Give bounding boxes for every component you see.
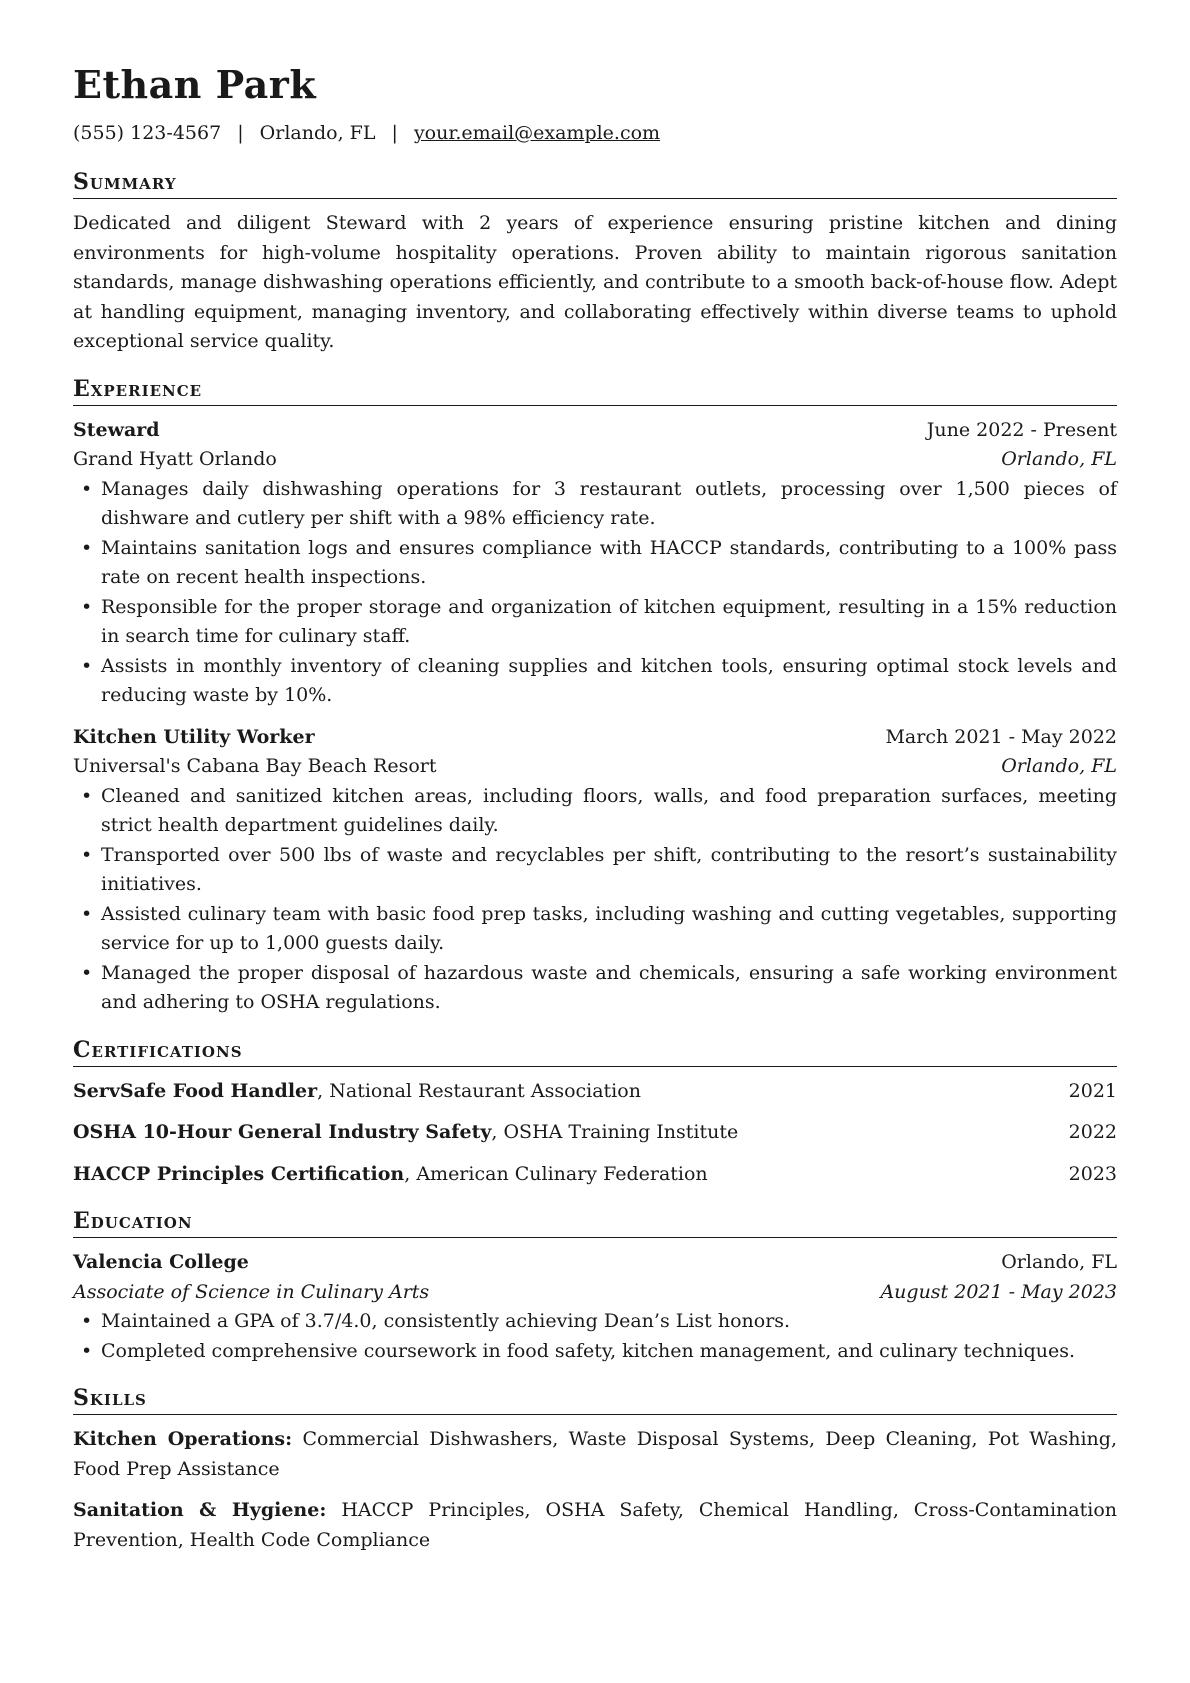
job-location: Orlando, FL xyxy=(1001,448,1117,470)
bullet-icon: • xyxy=(81,902,93,925)
job-header xyxy=(73,723,1117,753)
certification-issuer: , OSHA Training Institute xyxy=(491,1121,739,1143)
education-dates: August 2021 - May 2023 xyxy=(880,1280,1117,1303)
job-bullets xyxy=(73,475,1117,711)
phone-number: (555) 123-4567 xyxy=(73,122,222,144)
contact-separator: | xyxy=(237,122,244,144)
education-section xyxy=(73,1207,1117,1366)
certification-name: HACCP Principles Certification xyxy=(73,1162,405,1185)
list-item: • Completed comprehensive coursework in food safety, kitchen management, and culinary techniques. xyxy=(73,1337,1117,1367)
job-entry xyxy=(73,416,1117,711)
bullet-icon: • xyxy=(81,784,93,807)
job-dates: June 2022 - Present xyxy=(926,418,1117,441)
bullet-icon: • xyxy=(81,477,93,500)
summary-section xyxy=(73,168,1117,357)
list-item: • Managed the proper disposal of hazardous waste and chemicals, ensuring a safe working environment and adhering to OSHA regulations. xyxy=(73,959,1117,1018)
certification-item xyxy=(73,1160,1117,1190)
bullet-icon: • xyxy=(81,961,93,984)
certification-issuer: , American Culinary Federation xyxy=(404,1162,708,1185)
skills-section xyxy=(73,1384,1117,1555)
bullet-icon: • xyxy=(81,843,93,866)
job-subheader xyxy=(73,445,1117,475)
company-name: Universal's Cabana Bay Beach Resort xyxy=(73,755,437,777)
summary-text: Dedicated and diligent Steward with 2 years of experience ensuring pristine kitchen and dining environments for high-volume hospitality operations. Proven ability to maintain rigorous sanitation standards, manage dishwashing operations efficiently, and contribute to a smooth back-of-house flow. Adept at handling equipment, managing inventory, and collaborating effectively within diverse teams to uphold exceptional service quality. xyxy=(73,212,1117,352)
certification-year: 2023 xyxy=(1068,1162,1117,1185)
school-name: Valencia College xyxy=(73,1251,249,1273)
job-subheader xyxy=(73,752,1117,782)
degree-name: Associate of Science in Culinary Arts xyxy=(73,1280,430,1303)
bullet-icon: • xyxy=(81,1310,93,1332)
certification-year: 2021 xyxy=(1068,1079,1117,1102)
certification-item xyxy=(73,1118,1117,1148)
list-item: • Responsible for the proper storage and organization of kitchen equipment, resulting in a 15% reduction in search time for culinary staff. xyxy=(73,593,1117,652)
list-item: • Cleaned and sanitized kitchen areas, including floors, walls, and food preparation surfaces, meeting strict health department guidelines daily. xyxy=(73,782,1117,841)
job-location: Orlando, FL xyxy=(1001,755,1117,777)
education-header xyxy=(73,1248,1117,1278)
location: Orlando, FL xyxy=(259,122,376,144)
certification-name: ServSafe Food Handler xyxy=(73,1079,318,1102)
list-item: • Transported over 500 lbs of waste and recyclables per shift, contributing to the resort’s sustainability initiatives. xyxy=(73,841,1117,900)
job-title: Steward xyxy=(73,418,160,441)
list-item: • Assists in monthly inventory of cleaning supplies and kitchen tools, ensuring optimal stock levels and reducing waste by 10%. xyxy=(73,652,1117,711)
company-name: Grand Hyatt Orlando xyxy=(73,448,277,470)
school-location: Orlando, FL xyxy=(1001,1251,1117,1273)
job-entry xyxy=(73,723,1117,1018)
skill-label: Sanitation & Hygiene: xyxy=(73,1499,327,1521)
education-subheader xyxy=(73,1278,1117,1308)
section-heading: Education xyxy=(73,1207,1117,1238)
section-heading: Summary xyxy=(73,168,1117,199)
list-item: • Maintained a GPA of 3.7/4.0, consistently achieving Dean’s List honors. xyxy=(73,1307,1117,1337)
candidate-name: Ethan Park xyxy=(73,62,317,107)
section-heading: Skills xyxy=(73,1384,1117,1415)
section-heading: Experience xyxy=(73,375,1117,406)
bullet-icon: • xyxy=(81,595,93,618)
list-item: • Maintains sanitation logs and ensures compliance with HACCP standards, contributing to a 100% pass rate on recent health inspections. xyxy=(73,534,1117,593)
contact-separator: | xyxy=(391,122,398,144)
bullet-icon: • xyxy=(81,654,93,677)
education-bullets xyxy=(73,1307,1117,1366)
skill-label: Kitchen Operations: xyxy=(73,1428,293,1450)
job-bullets xyxy=(73,782,1117,1018)
skill-values: Commercial Dishwashers, Waste Disposal Systems, Deep Cleaning, Pot Washing, Food Prep Assistance xyxy=(73,1428,1117,1480)
certification-name: OSHA 10-Hour General Industry Safety xyxy=(73,1121,492,1143)
skill-group xyxy=(73,1425,1117,1484)
section-heading: Certifications xyxy=(73,1036,1117,1067)
skill-group xyxy=(73,1496,1117,1555)
certifications-section xyxy=(73,1036,1117,1190)
experience-section xyxy=(73,375,1117,1018)
bullet-icon: • xyxy=(81,536,93,559)
certification-year: 2022 xyxy=(1068,1121,1117,1143)
email-link[interactable]: your.email@example.com xyxy=(413,122,661,144)
contact-line xyxy=(73,120,1117,146)
certification-issuer: , National Restaurant Association xyxy=(317,1079,641,1102)
list-item: • Manages daily dishwashing operations for 3 restaurant outlets, processing over 1,500 pieces of dishware and cutlery per shift with a 98% efficiency rate. xyxy=(73,475,1117,534)
skill-values: HACCP Principles, OSHA Safety, Chemical Handling, Cross-Contamination Prevention, Health Code Compliance xyxy=(73,1499,1118,1551)
bullet-icon: • xyxy=(81,1339,93,1362)
certification-item xyxy=(73,1077,1117,1107)
job-title: Kitchen Utility Worker xyxy=(73,725,315,748)
list-item: • Assisted culinary team with basic food prep tasks, including washing and cutting vegetables, supporting service for up to 1,000 guests daily. xyxy=(73,900,1117,959)
job-dates: March 2021 - May 2022 xyxy=(885,725,1117,748)
job-header xyxy=(73,416,1117,446)
